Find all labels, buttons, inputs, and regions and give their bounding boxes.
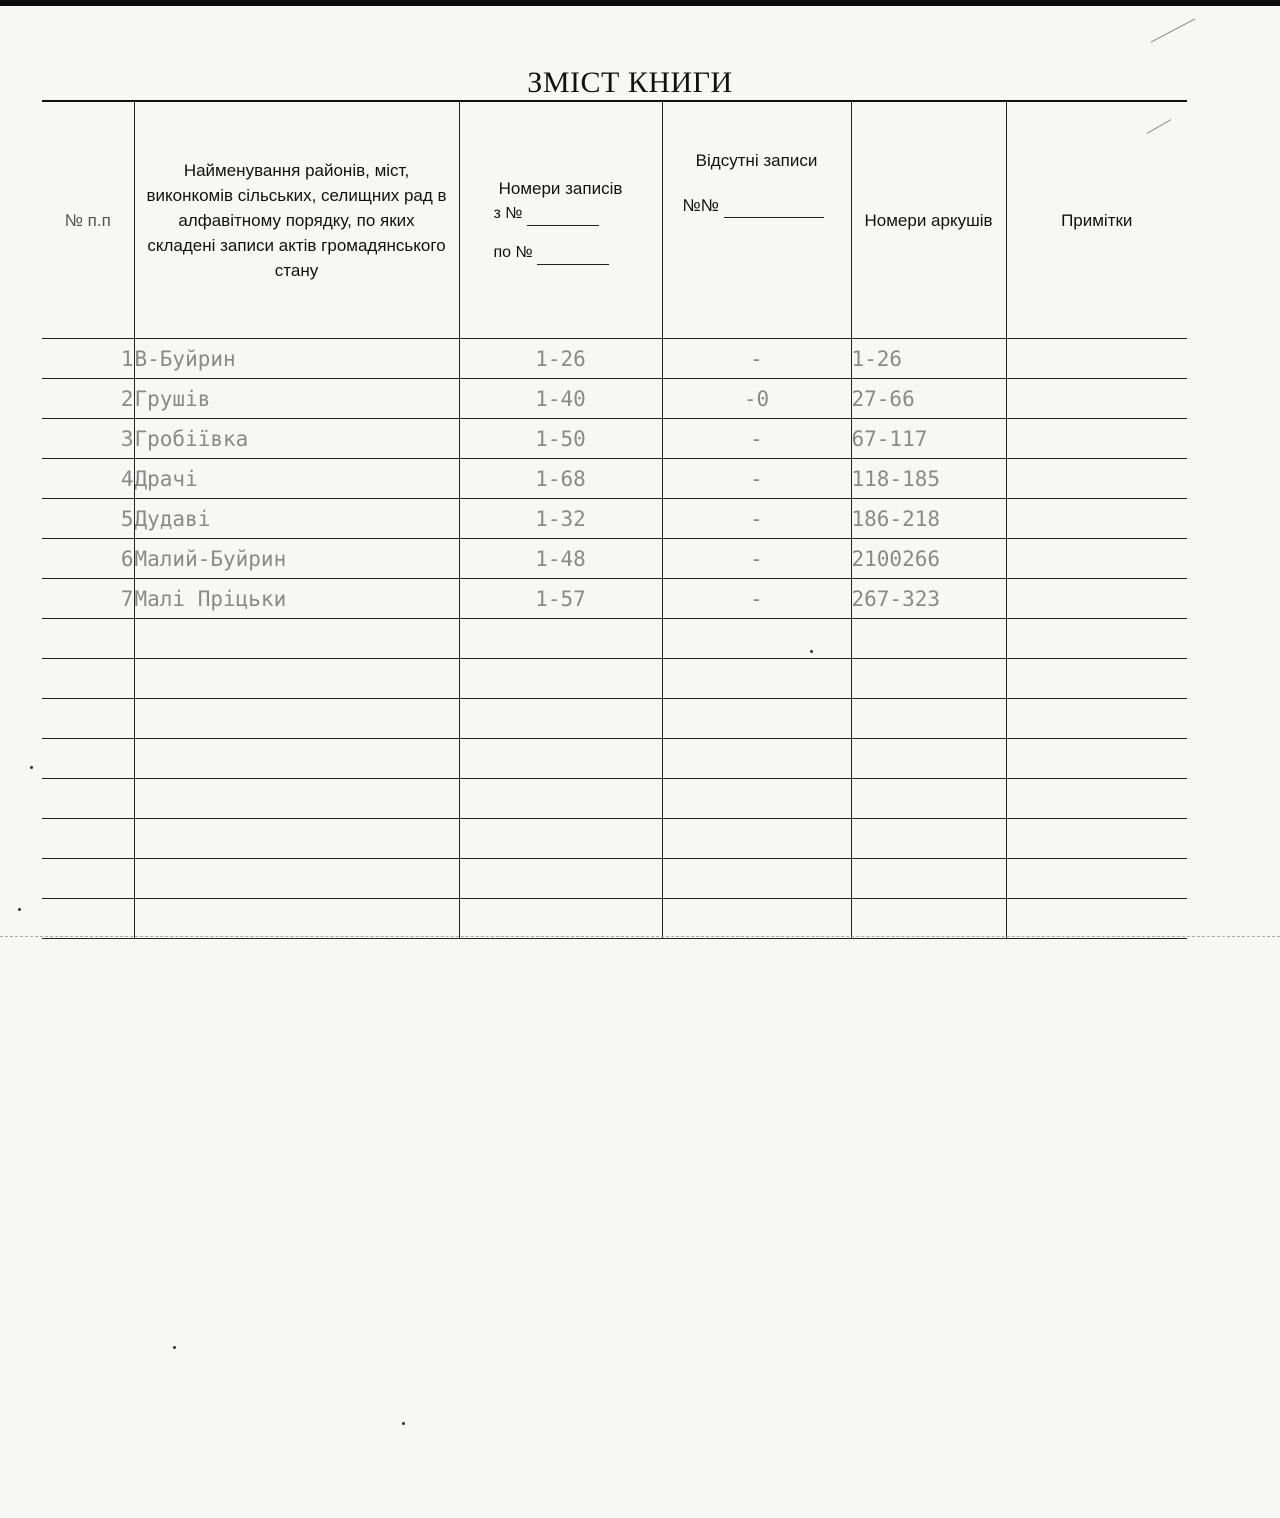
row-records: 1-32 xyxy=(459,499,662,539)
row-name: Малий-Буйрин xyxy=(134,539,459,579)
row-number: 5 xyxy=(42,499,134,539)
empty-cell xyxy=(1006,859,1187,899)
empty-cell xyxy=(851,819,1006,859)
empty-cell xyxy=(134,739,459,779)
empty-cell xyxy=(42,899,134,939)
empty-cell xyxy=(134,859,459,899)
page-fold-line xyxy=(0,936,1280,937)
header-name: Найменування районів, міст, виконкомів сільських, селищних рад в алфавітному порядку, по яких складені записи актів громадянського стану xyxy=(134,101,459,339)
empty-cell xyxy=(851,619,1006,659)
row-notes xyxy=(1006,339,1187,379)
row-missing: - xyxy=(662,459,851,499)
row-records: 1-26 xyxy=(459,339,662,379)
header-missing-nos: №№ xyxy=(671,193,843,218)
empty-cell xyxy=(1006,619,1187,659)
empty-cell xyxy=(851,659,1006,699)
empty-cell xyxy=(662,819,851,859)
empty-cell xyxy=(459,819,662,859)
row-missing: - xyxy=(662,579,851,619)
row-sheets: 2100266 xyxy=(851,539,1006,579)
empty-table-row xyxy=(42,619,1187,659)
empty-cell xyxy=(851,739,1006,779)
row-missing: - xyxy=(662,339,851,379)
empty-table-row xyxy=(42,819,1187,859)
row-sheets: 1-26 xyxy=(851,339,1006,379)
row-number: 2 xyxy=(42,379,134,419)
empty-table-row xyxy=(42,899,1187,939)
table-row xyxy=(42,579,1187,619)
empty-cell xyxy=(1006,899,1187,939)
empty-cell xyxy=(662,899,851,939)
row-sheets: 267-323 xyxy=(851,579,1006,619)
empty-cell xyxy=(662,619,851,659)
header-missing xyxy=(662,101,851,339)
header-row xyxy=(42,101,1187,339)
row-name: Дудаві xyxy=(134,499,459,539)
page-title: ЗМІСТ КНИГИ xyxy=(527,66,733,99)
row-notes xyxy=(1006,539,1187,579)
header-number: № п.п xyxy=(42,101,134,339)
empty-cell xyxy=(851,859,1006,899)
empty-cell xyxy=(851,699,1006,739)
speck xyxy=(810,650,813,653)
table-row xyxy=(42,339,1187,379)
table-row xyxy=(42,419,1187,459)
empty-table-row xyxy=(42,779,1187,819)
empty-table-row xyxy=(42,699,1187,739)
row-name: Малі Пріцьки xyxy=(134,579,459,619)
empty-cell xyxy=(662,659,851,699)
row-missing: - xyxy=(662,539,851,579)
empty-cell xyxy=(459,659,662,699)
empty-cell xyxy=(1006,739,1187,779)
empty-cell xyxy=(42,819,134,859)
empty-cell xyxy=(134,819,459,859)
row-number: 1 xyxy=(42,339,134,379)
row-number: 4 xyxy=(42,459,134,499)
row-notes xyxy=(1006,459,1187,499)
row-number: 6 xyxy=(42,539,134,579)
speck xyxy=(18,908,21,911)
row-records: 1-40 xyxy=(459,379,662,419)
empty-table-row xyxy=(42,659,1187,699)
row-name: В-Буйрин xyxy=(134,339,459,379)
header-records xyxy=(459,101,662,339)
empty-cell xyxy=(459,699,662,739)
row-records: 1-57 xyxy=(459,579,662,619)
empty-cell xyxy=(459,779,662,819)
table-row xyxy=(42,499,1187,539)
empty-cell xyxy=(42,659,134,699)
table-row xyxy=(42,459,1187,499)
empty-cell xyxy=(1006,779,1187,819)
empty-cell xyxy=(851,899,1006,939)
empty-cell xyxy=(134,899,459,939)
empty-cell xyxy=(1006,699,1187,739)
row-records: 1-68 xyxy=(459,459,662,499)
empty-cell xyxy=(1006,819,1187,859)
empty-cell xyxy=(42,739,134,779)
empty-cell xyxy=(42,619,134,659)
empty-table-row xyxy=(42,739,1187,779)
header-sheets: Номери аркушів xyxy=(851,101,1006,339)
row-name: Драчі xyxy=(134,459,459,499)
table-row xyxy=(42,539,1187,579)
header-notes: Примітки xyxy=(1006,101,1187,339)
empty-cell xyxy=(459,739,662,779)
row-notes xyxy=(1006,379,1187,419)
row-records: 1-48 xyxy=(459,539,662,579)
empty-cell xyxy=(134,619,459,659)
row-number: 3 xyxy=(42,419,134,459)
header-records-from: з № xyxy=(468,201,654,226)
empty-cell xyxy=(42,779,134,819)
contents-table xyxy=(42,100,1187,939)
speck xyxy=(30,766,33,769)
table-row xyxy=(42,379,1187,419)
empty-cell xyxy=(662,739,851,779)
empty-cell xyxy=(662,859,851,899)
empty-cell xyxy=(662,699,851,739)
row-name: Грушів xyxy=(134,379,459,419)
empty-cell xyxy=(851,779,1006,819)
header-records-label: Номери записів xyxy=(498,178,623,198)
empty-cell xyxy=(1006,659,1187,699)
empty-cell xyxy=(134,779,459,819)
row-sheets: 27-66 xyxy=(851,379,1006,419)
header-missing-label: Відсутні записи xyxy=(695,151,818,170)
row-sheets: 67-117 xyxy=(851,419,1006,459)
row-notes xyxy=(1006,419,1187,459)
empty-cell xyxy=(42,699,134,739)
row-sheets: 118-185 xyxy=(851,459,1006,499)
empty-cell xyxy=(134,659,459,699)
page-top-edge xyxy=(0,0,1280,6)
empty-cell xyxy=(459,899,662,939)
row-records: 1-50 xyxy=(459,419,662,459)
empty-cell xyxy=(459,619,662,659)
row-missing: - xyxy=(662,499,851,539)
empty-cell xyxy=(134,699,459,739)
row-notes xyxy=(1006,499,1187,539)
empty-cell xyxy=(459,859,662,899)
empty-cell xyxy=(42,859,134,899)
row-missing: - xyxy=(662,419,851,459)
empty-table-row xyxy=(42,859,1187,899)
row-number: 7 xyxy=(42,579,134,619)
pen-mark xyxy=(1151,18,1196,42)
empty-cell xyxy=(662,779,851,819)
table-body xyxy=(42,339,1187,939)
row-missing: -0 xyxy=(662,379,851,419)
row-name: Гробіївка xyxy=(134,419,459,459)
header-records-to: по № xyxy=(468,240,654,265)
row-notes xyxy=(1006,579,1187,619)
speck xyxy=(402,1422,405,1425)
speck xyxy=(173,1346,176,1349)
row-sheets: 186-218 xyxy=(851,499,1006,539)
